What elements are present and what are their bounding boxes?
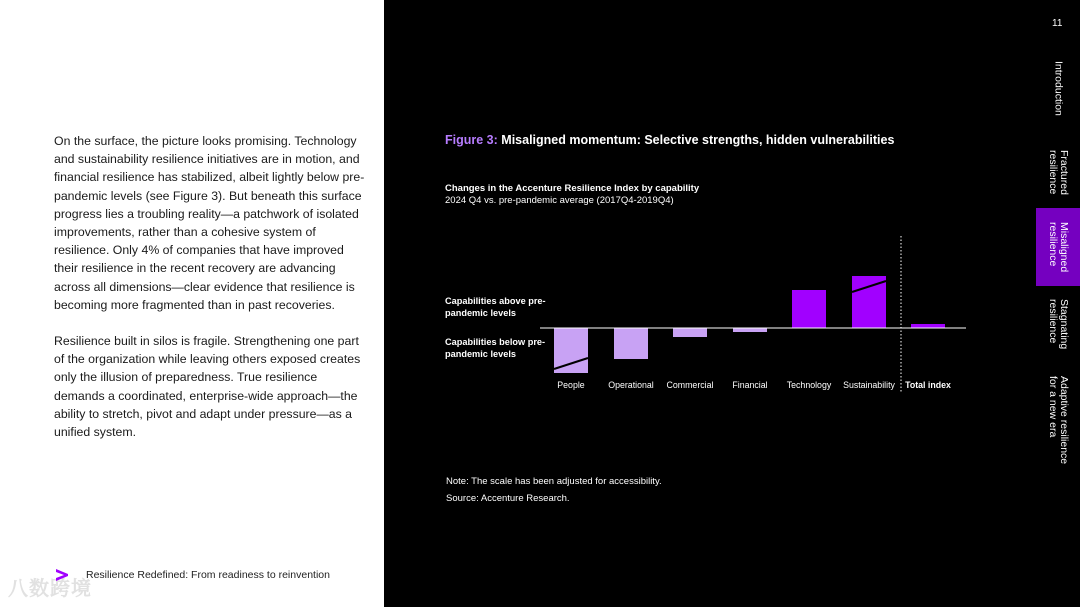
x-tick-label: People bbox=[557, 380, 585, 390]
chart-source: Source: Accenture Research. bbox=[446, 492, 570, 504]
body-paragraph-2: Resilience built in silos is fragile. Strengthening one part of the organization while leaving others exposed creates only the illusion of preparedness. True resilience demands a coordinated, enterprise-wide approach—the ability to stretch, pivot and adapt under pressure—as a unified system. bbox=[54, 334, 361, 440]
figure-label: Figure 3: bbox=[445, 133, 498, 147]
bar-commercial bbox=[673, 328, 707, 337]
bar-people bbox=[554, 328, 588, 373]
x-tick-label: Technology bbox=[786, 380, 832, 390]
chart-notes bbox=[446, 474, 662, 507]
nav-label: Misaligned resilience bbox=[1047, 221, 1070, 273]
x-tick-label: Sustainability bbox=[843, 380, 895, 390]
chart-x-labels bbox=[557, 380, 951, 390]
watermark: 八数跨境 bbox=[8, 578, 92, 600]
bar-total-index bbox=[911, 324, 945, 328]
x-tick-label: Total index bbox=[905, 380, 951, 390]
body-paragraph-1: On the surface, the picture looks promising. Technology and sustainability resilience initiatives are in motion, and financial resilience has stabilized, albeit lightly below pre-pandemic levels (see Figure 3). But beneath this surface progress lies a troubling reality—a patchwork of isolated improvements, rather than a cohesive system of resilience. Only 4% of companies that have improved their resilience in the recent recovery are advancing across all dimensions—clear evidence that resilience is becoming more fragmented than in past recoveries. bbox=[54, 134, 365, 312]
bar-operational bbox=[614, 328, 648, 359]
nav-label: Stagnating resilience bbox=[1047, 298, 1070, 350]
x-tick-label: Financial bbox=[732, 380, 768, 390]
footer-text: Resilience Redefined: From readiness to reinvention bbox=[86, 569, 330, 581]
bar-technology bbox=[792, 290, 826, 328]
nav-label: Adaptive resilience for a new era bbox=[1047, 375, 1070, 465]
nav-label: Introduction bbox=[1052, 60, 1065, 116]
chart-note: Note: The scale has been adjusted for accessibility. bbox=[446, 476, 662, 487]
bar-financial bbox=[733, 328, 767, 332]
figure-title-text: Misaligned momentum: Selective strengths, hidden vulnerabilities bbox=[501, 133, 895, 147]
chart-subtitle-bold: Changes in the Accenture Resilience Index by capability bbox=[445, 183, 700, 194]
x-tick-label: Commercial bbox=[666, 380, 714, 390]
bar-sustainability bbox=[852, 276, 886, 328]
chart-bars bbox=[554, 276, 945, 373]
page-number: 11 bbox=[1052, 18, 1063, 29]
nav-label: Fractured resilience bbox=[1047, 149, 1070, 195]
x-tick-label: Operational bbox=[608, 380, 654, 390]
chart-subtitle-range: 2024 Q4 vs. pre-pandemic average (2017Q4-2019Q4) bbox=[445, 195, 674, 206]
legend-below: Capabilities below pre-pandemic levels bbox=[445, 337, 546, 359]
legend-above: Capabilities above pre-pandemic levels bbox=[445, 296, 546, 318]
